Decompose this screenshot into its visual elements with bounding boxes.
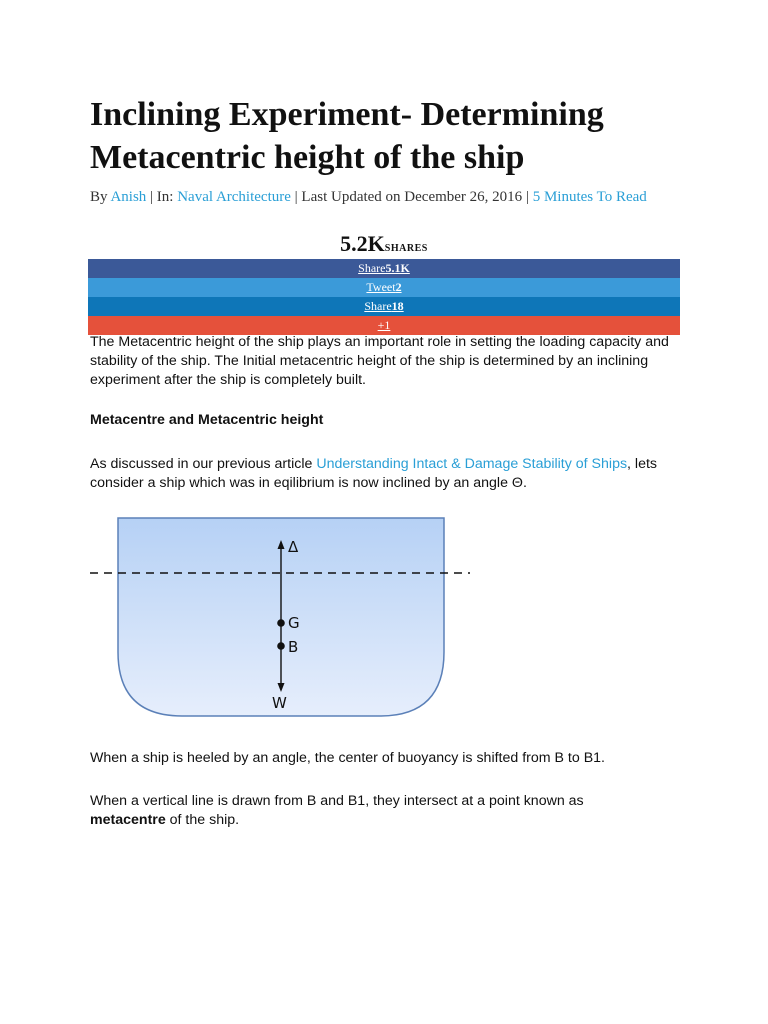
linkedin-share-count: 18 <box>391 299 404 313</box>
in-prefix: | In: <box>146 189 178 205</box>
ship-stability-diagram <box>88 512 473 722</box>
share-count-label: SHARES <box>384 243 428 254</box>
article-title: Inclining Experiment- Determining Metacentric height of the ship <box>90 96 604 176</box>
p2-text-before: As discussed in our previous article <box>90 456 317 472</box>
buoyancy-shift-paragraph: When a ship is heeled by an angle, the center of buoyancy is shifted from B to B1. <box>90 750 605 766</box>
metacentre-term: metacentre <box>90 812 166 828</box>
p4-text-after: of the ship. <box>165 812 240 828</box>
google-plus-label: +1 <box>377 318 391 332</box>
tweet-count: 2 <box>395 280 402 294</box>
facebook-share-count: 5.1K <box>385 261 410 275</box>
previous-article-link[interactable]: Understanding Intact & Damage Stability of Ships <box>316 456 628 472</box>
read-time-link[interactable]: 5 Minutes To Read <box>532 189 647 205</box>
linkedin-share-button[interactable] <box>88 297 680 316</box>
intro-paragraph: The Metacentric height of the ship plays an important role in setting the loading capacity and stability of the ship. The Initial metacentric height of the ship is determined by an inclining experiment after the ship is completely built. <box>90 334 669 388</box>
label-g: G <box>288 614 300 632</box>
section-heading: Metacentre and Metacentric height <box>90 412 324 428</box>
p4-text-before: When a vertical line is drawn from B and B1, they intersect at a point known as <box>90 793 584 809</box>
article-meta <box>90 189 647 206</box>
share-counter <box>0 231 768 257</box>
author-link[interactable]: Anish <box>110 189 147 205</box>
displacement-label: Δ <box>288 538 299 556</box>
share-buttons <box>88 259 680 335</box>
center-of-buoyancy-point <box>277 642 285 650</box>
share-count: 5.2K <box>340 231 385 256</box>
center-of-gravity-point <box>277 619 285 627</box>
p2-text-after: , lets consider a ship which was in eqilibrium is now inclined by an angle Θ. <box>90 456 658 491</box>
category-link[interactable]: Naval Architecture <box>177 189 291 205</box>
twitter-tweet-button[interactable] <box>88 278 680 297</box>
label-w: W <box>272 694 287 712</box>
updated-date: | Last Updated on December 26, 2016 | <box>290 189 533 205</box>
linkedin-share-label: Share <box>364 299 392 313</box>
facebook-share-button[interactable] <box>88 259 680 278</box>
facebook-share-label: Share <box>358 261 386 275</box>
metacentre-paragraph <box>90 792 610 830</box>
tweet-label: Tweet <box>366 280 396 294</box>
by-prefix: By <box>90 189 111 205</box>
previous-article-paragraph <box>90 455 680 493</box>
label-b: B <box>288 638 299 656</box>
